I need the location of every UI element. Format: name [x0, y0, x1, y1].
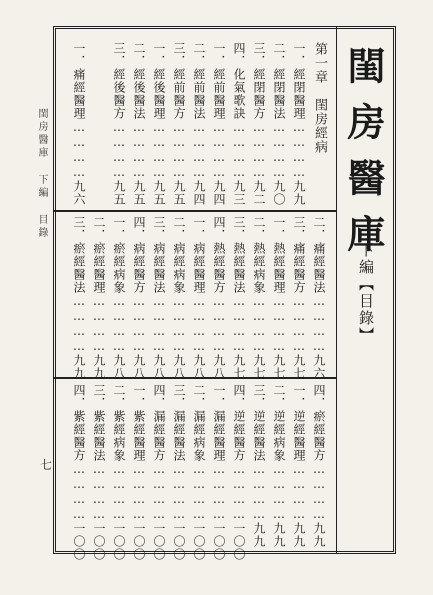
toc-entry: 二．經閉醫法…………九〇	[272, 42, 286, 206]
toc-entry: 四．瘀經醫方…………九九	[312, 384, 326, 548]
book-title: 閨房醫庫	[341, 46, 386, 270]
toc-entry: 三．病經醫法…………九八	[152, 216, 166, 380]
toc-entry: 一．痛經醫理…………九六	[72, 42, 86, 206]
volume-subtitle: 下編【目錄】	[357, 242, 375, 344]
toc-entry: 三．熱經醫法…………九七	[232, 216, 246, 380]
toc-entry: 一．經閉醫理…………九九	[292, 42, 306, 206]
toc-entry: 三．痛經醫方…………九七	[292, 216, 306, 380]
toc-chapter-heading: 第一章 閨房經病	[312, 42, 327, 154]
toc-entry: 三．紫經醫法…………一〇〇	[92, 384, 106, 561]
section-divider-1	[53, 210, 336, 212]
toc-entry: 一．經前醫理…………九四	[212, 42, 226, 206]
toc-entry: 四．化氣歌訣…………九三	[232, 42, 246, 206]
toc-entry: 一．經後醫理…………九五	[152, 42, 166, 206]
toc-entry: 二．瘀經醫理…………九九	[92, 216, 106, 380]
toc-entry: 二．逆經病象…………九九	[272, 384, 286, 548]
toc-entry: 四．紫經醫方…………一〇〇	[72, 384, 86, 561]
toc-entry: 三．漏經醫法…………一〇〇	[172, 384, 186, 561]
toc-entry: 三．經後醫方…………九五	[112, 42, 126, 206]
toc-entry: 一．逆經醫理…………九九	[292, 384, 306, 548]
toc-entry: 四．熱經醫方…………九八	[212, 216, 226, 380]
toc-entry: 三．經閉醫方…………九二	[252, 42, 266, 206]
page-number: 七	[40, 458, 53, 472]
toc-entry: 三．經前醫方…………九五	[172, 42, 186, 206]
toc-entry: 一．瘀經病象…………九八	[112, 216, 126, 380]
toc-entry: 四．漏經醫方…………一〇〇	[152, 384, 166, 561]
toc-entry: 二．紫經病象…………一〇〇	[112, 384, 126, 561]
toc-entry: 四．病經醫方…………九八	[132, 216, 146, 380]
toc-entry: 二．熱經病象…………九七	[252, 216, 266, 380]
toc-entry: 二．痛經醫法…………九六	[312, 216, 326, 380]
title-divider	[336, 26, 337, 554]
toc-entry: 二．漏經病象…………一〇〇	[192, 384, 206, 561]
toc-entry: 一．紫經醫理…………一〇〇	[132, 384, 146, 561]
toc-entry: 三．逆經醫法…………九九	[252, 384, 266, 548]
toc-entry: 二．經前醫法…………九四	[192, 42, 206, 206]
toc-entry: 二．經後醫法…………九五	[132, 42, 146, 206]
toc-entry: 一．漏經醫理…………一〇〇	[212, 384, 226, 561]
toc-entry: 三．瘀經醫法…………九九	[72, 216, 86, 380]
toc-entry: 四．逆經醫方…………一〇〇	[232, 384, 246, 561]
margin-label: 閨房醫庫 下編 目錄	[36, 108, 47, 240]
toc-entry: 一．熱經醫理…………九七	[272, 216, 286, 380]
toc-entry: 二．病經病象…………九八	[172, 216, 186, 380]
title-column	[338, 30, 392, 550]
toc-entry: 一．病經醫理…………九八	[192, 216, 206, 380]
